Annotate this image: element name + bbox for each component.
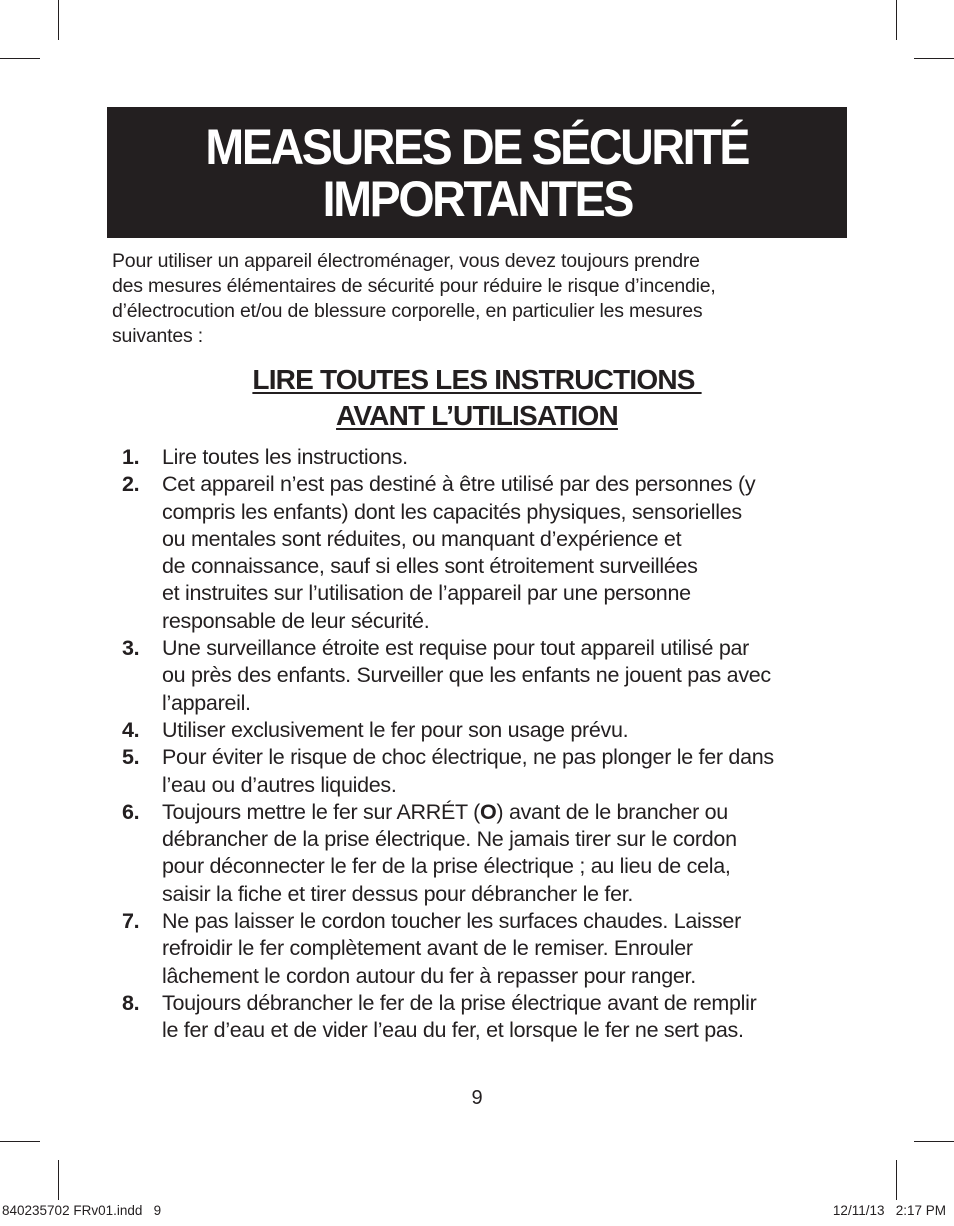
instruction-line: Cet appareil n’est pas destiné à être utilisé par des personnes (y [162,472,756,497]
instruction-line: responsable de leur sécurité. [162,608,430,633]
intro-line: d’électrocution et/ou de blessure corporelle, en particulier les mesures [112,300,703,322]
instruction-number: 1. [122,445,140,469]
subheading-line-1: LIRE TOUTES LES INSTRUCTIONS [252,364,702,395]
instruction-line: et instruites sur l’utilisation de l’appareil par une personne [162,581,691,606]
instruction-item [122,990,852,1045]
instruction-line: pour déconnecter le fer de la prise électrique ; au lieu de cela, [162,854,731,879]
crop-mark-top-right-vertical [896,0,897,40]
instruction-line: Toujours débrancher le fer de la prise électrique avant de remplir [162,990,757,1015]
instruction-line: ou près des enfants. Surveiller que les enfants ne jouent pas avec [162,663,771,688]
crop-mark-bottom-left-horizontal [0,1141,40,1142]
instruction-line: compris les enfants) dont les capacités physiques, sensorielles [162,499,742,524]
crop-mark-bottom-right-vertical [896,1160,897,1200]
instruction-line: Une surveillance étroite est requise pour tout appareil utilisé par [162,636,750,661]
page-number: 9 [471,1087,483,1109]
instruction-item [122,908,852,990]
intro-line: des mesures élémentaires de sécurité pour réduire le risque d’incendie, [112,275,716,297]
crop-mark-top-right-horizontal [914,58,954,59]
instruction-text: Toujours mettre le fer sur ARRÉT ( [162,799,480,824]
print-slug-timestamp: 12/11/13 2:17 PM [832,1203,946,1218]
instruction-line: débrancher de la prise électrique. Ne jamais tirer sur le cordon [162,827,737,852]
instruction-line: de connaissance, sauf si elles sont étroitement surveillées [162,554,698,579]
instruction-line: saisir la fiche et tirer dessus pour débrancher le fer. [162,881,634,906]
instruction-item [122,799,852,908]
instruction-line: Lire toutes les instructions. [162,445,408,469]
print-slug-filename: 840235702 FRv01.indd 9 [2,1203,162,1218]
instruction-item [122,717,852,744]
instruction-number: 5. [122,745,140,770]
instruction-line: l’appareil. [162,690,251,715]
crop-mark-top-left-horizontal [0,58,40,59]
instruction-text: ) avant de le brancher ou [496,799,728,824]
instruction-line: Utiliser exclusivement le fer pour son usage prévu. [162,717,629,742]
instruction-number: 8. [122,990,140,1015]
title-banner [107,107,847,238]
intro-paragraph [112,249,832,349]
instruction-line: ou mentales sont réduites, ou manquant d’expérience et [162,526,682,551]
off-symbol: O [479,799,497,824]
instruction-number: 3. [122,636,140,661]
subheading-line-2: AVANT L’UTILISATION [336,400,618,431]
instruction-line: refroidir le fer complètement avant de le remiser. Enrouler [162,936,693,961]
instruction-line [162,799,852,826]
crop-mark-bottom-left-vertical [58,1160,59,1200]
instruction-item [122,635,852,717]
instruction-item [122,471,852,635]
crop-mark-top-left-vertical [58,0,59,40]
safety-instructions-list [122,444,852,1045]
instruction-line: lâchement le cordon autour du fer à repasser pour ranger. [162,963,696,988]
instruction-number: 6. [122,799,140,824]
instruction-item [122,444,852,471]
intro-line: Pour utiliser un appareil électroménager, vous devez toujours prendre [112,250,700,272]
intro-line: suivantes : [112,325,204,347]
instruction-line: Ne pas laisser le cordon toucher les surfaces chaudes. Laisser [162,909,741,934]
section-subheading [107,362,847,434]
title-line-1: MEASURES DE SÉCURITÉ [205,118,749,175]
instruction-line: l’eau ou d’autres liquides. [162,772,397,797]
title-line-2: IMPORTANTES [322,170,632,227]
instruction-number: 7. [122,909,140,934]
instruction-number: 2. [122,472,140,497]
instruction-line: Pour éviter le risque de choc électrique, ne pas plonger le fer dans [162,745,774,770]
instruction-line: le fer d’eau et de vider l’eau du fer, et lorsque le fer ne sert pas. [162,1018,744,1043]
instruction-number: 4. [122,717,140,742]
crop-mark-bottom-right-horizontal [914,1141,954,1142]
instruction-item [122,744,852,799]
